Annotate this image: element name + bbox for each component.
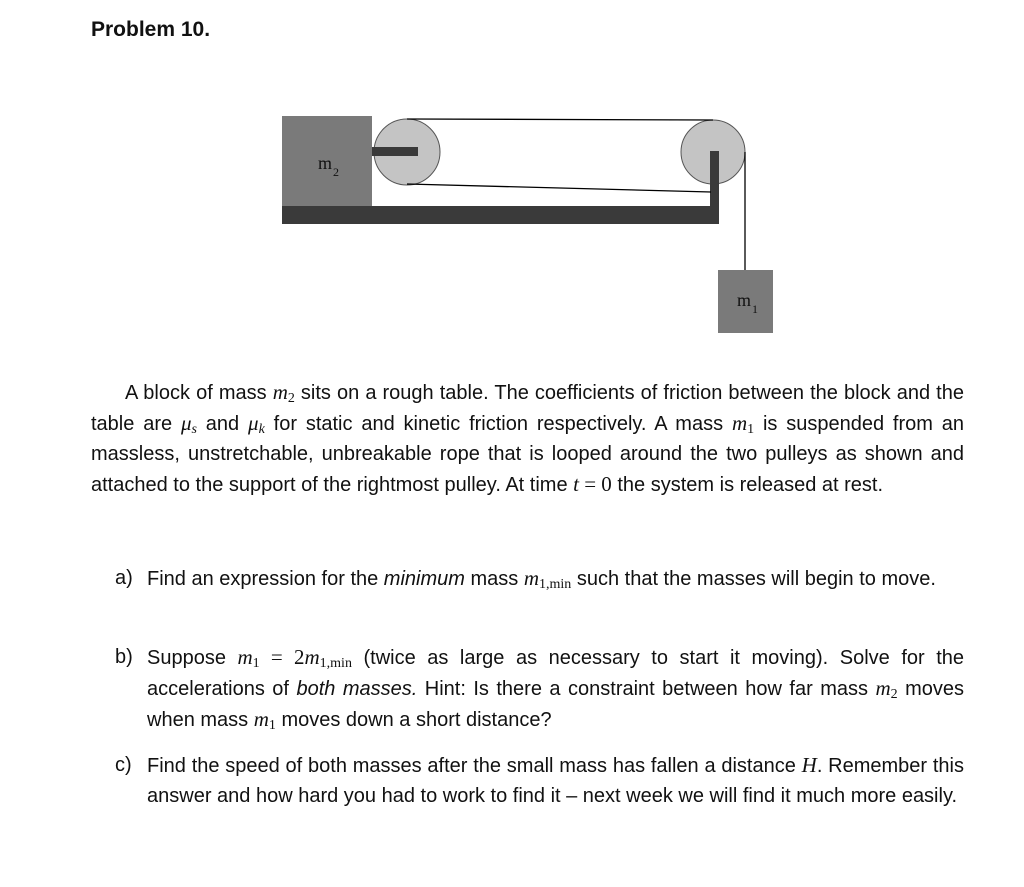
left-pulley-axle bbox=[372, 147, 418, 156]
part-b: b) Suppose $m_1 = 2m_{1,min}$ (twice as large as necessary to start it moving). Solve for the accelerations of both masses. Hint: Is there a constraint between how far mass $m_2$ moves when mass $m_1$ moves down a short distance? bbox=[115, 642, 964, 735]
math-H: H bbox=[801, 753, 817, 777]
part-c: c) Find the speed of both masses after the small mass has fallen a distance H. Remember this answer and how hard you had to work to find it – next week we will find it much more easily. bbox=[115, 750, 964, 811]
block-m1-label: m bbox=[737, 290, 752, 310]
math-m2: $m_2$ bbox=[875, 676, 898, 702]
math-m1min: $m_{1,min}$ bbox=[523, 566, 572, 592]
math-m2: $m_2$ bbox=[272, 380, 295, 406]
block-m2-subscript: 2 bbox=[333, 165, 339, 179]
math-t-eq: = 0 bbox=[578, 472, 612, 496]
math-m1: $m_1$ bbox=[237, 645, 260, 671]
math-m1: $m_1$ bbox=[253, 707, 276, 733]
math-mu-s: $\mu_s$ bbox=[180, 411, 197, 437]
right-pulley-support bbox=[710, 151, 719, 224]
math-t: t bbox=[573, 472, 579, 496]
rope-lower bbox=[407, 184, 711, 192]
problem-title: Problem 10. bbox=[91, 18, 211, 41]
math-m1min: $m_{1,min}$ bbox=[304, 645, 352, 671]
table bbox=[282, 206, 719, 224]
part-a-marker: a) bbox=[115, 567, 133, 589]
math-m1: $m_1$ bbox=[731, 411, 755, 437]
part-a: a) Find an expression for the minimum mass $m_{1,min}$ such that the masses will begin to move. bbox=[115, 563, 964, 594]
block-m2-label: m bbox=[318, 153, 333, 173]
block-m1-subscript: 1 bbox=[752, 302, 758, 316]
part-b-marker: b) bbox=[115, 646, 133, 668]
problem-statement: A block of mass $m_2$ sits on a rough table. The coefficients of friction between the block and the table are $\mu_s$ and $\mu_k$ for static and kinetic friction respectively. A mass $m_1$ is suspended from an massless, unstretchable, unbreakable rope that is looped around the two pulleys as shown and attached to the support of the rightmost pulley. At time t = 0 the system is released at rest. bbox=[91, 380, 965, 496]
math-mu-k: $\mu_k$ bbox=[248, 411, 265, 437]
rope-top bbox=[407, 119, 713, 120]
pulley-diagram bbox=[0, 0, 1024, 360]
part-c-marker: c) bbox=[115, 754, 132, 776]
